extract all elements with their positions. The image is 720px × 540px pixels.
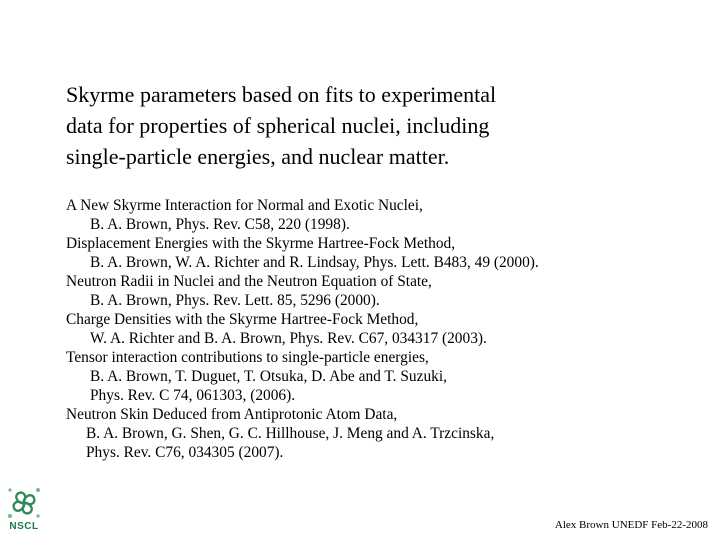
reference-item bbox=[66, 196, 706, 234]
reference-title: Neutron Skin Deduced from Antiprotonic Atom Data, bbox=[66, 406, 398, 423]
logo-text: NSCL bbox=[9, 521, 39, 532]
reference-title: A New Skyrme Interaction for Normal and Exotic Nuclei, bbox=[66, 197, 423, 214]
reference-title: Charge Densities with the Skyrme Hartree-Fock Method, bbox=[66, 311, 419, 328]
reference-item bbox=[66, 310, 706, 348]
reference-citation: B. A. Brown, W. A. Richter and R. Lindsay, Phys. Lett. B483, 49 (2000). bbox=[90, 254, 539, 271]
slide-heading bbox=[66, 79, 666, 172]
reference-citation: B. A. Brown, Phys. Rev. Lett. 85, 5296 (2000). bbox=[90, 292, 380, 309]
nscl-logo-icon bbox=[3, 484, 45, 522]
reference-title: Neutron Radii in Nuclei and the Neutron Equation of State, bbox=[66, 273, 432, 290]
reference-item bbox=[66, 405, 706, 462]
footer-credit: Alex Brown UNEDF Feb-22-2008 bbox=[554, 519, 708, 531]
reference-citation: Phys. Rev. C 74, 061303, (2006). bbox=[90, 387, 296, 404]
reference-citation: B. A. Brown, T. Duguet, T. Otsuka, D. Abe and T. Suzuki, bbox=[90, 368, 447, 385]
reference-citation: Phys. Rev. C76, 034305 (2007). bbox=[86, 444, 284, 461]
reference-citation: W. A. Richter and B. A. Brown, Phys. Rev. C67, 034317 (2003). bbox=[90, 330, 487, 347]
reference-item bbox=[66, 272, 706, 310]
heading-line: data for properties of spherical nuclei, including bbox=[66, 113, 490, 138]
reference-title: Tensor interaction contributions to single-particle energies, bbox=[66, 349, 429, 366]
reference-list bbox=[66, 196, 706, 462]
reference-item bbox=[66, 348, 706, 405]
reference-citation: B. A. Brown, G. Shen, G. C. Hillhouse, J. Meng and A. Trzcinska, bbox=[86, 425, 495, 442]
heading-line: single-particle energies, and nuclear matter. bbox=[66, 144, 450, 169]
reference-citation: B. A. Brown, Phys. Rev. C58, 220 (1998). bbox=[90, 216, 350, 233]
reference-title: Displacement Energies with the Skyrme Hartree-Fock Method, bbox=[66, 235, 456, 252]
heading-line: Skyrme parameters based on fits to experimental bbox=[66, 82, 497, 107]
reference-item bbox=[66, 234, 706, 272]
nscl-logo bbox=[3, 484, 45, 536]
